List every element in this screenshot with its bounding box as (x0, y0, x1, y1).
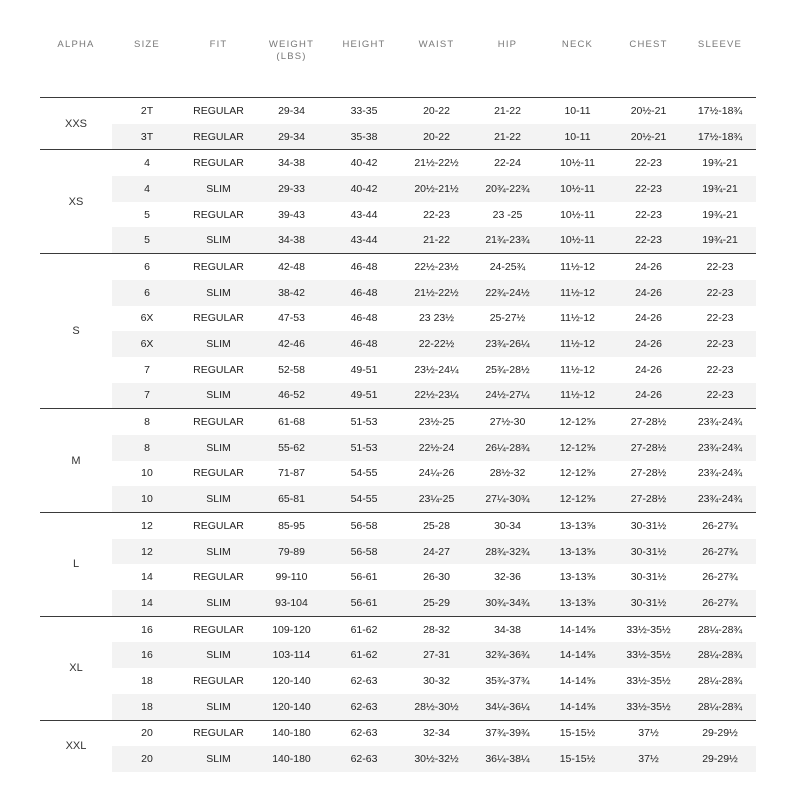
chest-cell: 24-26 (613, 383, 684, 409)
hip-cell: 28½-32 (489, 467, 526, 480)
hip-cell: 21-22 (473, 98, 542, 124)
chest-cell: 20½-21 (613, 98, 684, 124)
chest-cell: 33½-35½ (613, 616, 684, 642)
neck-cell: 10½-11 (560, 208, 595, 221)
waist-cell: 21-22 (400, 227, 473, 253)
waist-cell: 22½-23½ (400, 254, 473, 280)
neck-cell: 10½-11 (542, 150, 613, 176)
size-cell: 4 (112, 176, 182, 202)
hip-cell: 34-38 (473, 616, 542, 642)
neck-cell: 12-12⅝ (542, 486, 613, 512)
weight-cell: 46-52 (255, 383, 328, 409)
header-row (40, 35, 756, 98)
size-cell: 12 (112, 539, 182, 565)
waist-cell: 22-22½ (400, 331, 473, 357)
sleeve-cell: 26-27¾ (702, 571, 738, 584)
column-header-chest (613, 35, 684, 98)
size-cell: 18 (112, 694, 182, 720)
size-cell: 7 (112, 383, 182, 409)
height-cell: 54-55 (350, 467, 378, 480)
height-cell: 35-38 (328, 124, 400, 150)
sleeve-cell: 23¾-24¾ (684, 409, 756, 435)
height-cell: 56-61 (350, 571, 378, 584)
waist-cell: 23½-25 (400, 409, 473, 435)
column-header-label: CHEST (629, 39, 668, 50)
height-cell: 49-51 (328, 383, 400, 409)
weight-cell: 29-33 (255, 176, 328, 202)
chest-cell: 37½ (613, 720, 684, 746)
sleeve-cell: 26-27¾ (684, 539, 756, 565)
hip-cell: 27¼-30¾ (473, 486, 542, 512)
fit-cell: REGULAR (182, 150, 255, 176)
sleeve-cell: 23¾-24¾ (684, 486, 756, 512)
neck-cell: 11½-12 (542, 383, 613, 409)
sleeve-cell: 23¾-24¾ (697, 467, 743, 480)
sleeve-cell: 19¾-21 (684, 150, 756, 176)
chest-cell: 30-31½ (613, 539, 684, 565)
weight-cell: 103-114 (255, 642, 328, 668)
table-row (40, 642, 756, 668)
height-cell: 43-44 (350, 208, 378, 221)
fit-cell: SLIM (182, 435, 255, 461)
neck-cell: 14-14⅝ (542, 694, 613, 720)
chest-cell: 24-26 (635, 363, 662, 376)
waist-cell: 24¼-26 (418, 467, 455, 480)
column-header-sleeve (684, 35, 756, 98)
size-cell: 16 (112, 616, 182, 642)
neck-cell: 15-15½ (542, 720, 613, 746)
alpha-size-label: S (40, 254, 112, 409)
sleeve-cell: 28¼-28¾ (684, 642, 756, 668)
hip-cell: 25-27½ (489, 312, 526, 325)
neck-cell: 10-11 (542, 98, 613, 124)
fit-cell: REGULAR (182, 254, 255, 280)
waist-cell: 30½-32½ (400, 746, 473, 772)
hip-cell: 30-34 (473, 513, 542, 539)
column-header-waist (400, 35, 473, 98)
column-header-label: ALPHA (57, 39, 95, 50)
height-cell: 46-48 (328, 254, 400, 280)
weight-cell: 29-34 (255, 98, 328, 124)
size-cell: 6 (112, 254, 182, 280)
height-cell: 49-51 (350, 363, 378, 376)
waist-cell: 27-31 (400, 642, 473, 668)
table-row (40, 124, 756, 150)
waist-cell: 24-27 (400, 539, 473, 565)
alpha-size-label: L (40, 513, 112, 617)
fit-cell: REGULAR (182, 409, 255, 435)
chest-cell: 27-28½ (613, 435, 684, 461)
fit-cell: SLIM (182, 642, 255, 668)
table-row (40, 409, 756, 435)
neck-cell: 13-13⅝ (542, 513, 613, 539)
hip-cell: 28¾-32¾ (473, 539, 542, 565)
sleeve-cell: 22-23 (684, 383, 756, 409)
table-row (40, 435, 756, 461)
hip-cell: 30¾-34¾ (473, 590, 542, 616)
size-chart (40, 35, 756, 772)
sleeve-cell: 22-23 (684, 280, 756, 306)
size-cell: 3T (112, 124, 182, 150)
weight-cell: 93-104 (255, 590, 328, 616)
sleeve-cell: 22-23 (684, 254, 756, 280)
size-cell: 4 (112, 150, 182, 176)
alpha-size-label: XL (40, 616, 112, 720)
size-cell: 10 (112, 486, 182, 512)
table-row (40, 616, 756, 642)
sleeve-cell: 29-29½ (684, 746, 756, 772)
neck-cell: 13-13⅝ (542, 590, 613, 616)
neck-cell: 13-13⅝ (559, 571, 596, 584)
fit-cell: SLIM (182, 331, 255, 357)
size-cell: 14 (112, 590, 182, 616)
fit-cell: REGULAR (182, 616, 255, 642)
table-row (40, 98, 756, 124)
weight-cell: 42-46 (255, 331, 328, 357)
size-cell: 8 (112, 435, 182, 461)
fit-cell: SLIM (182, 539, 255, 565)
table-row (40, 306, 756, 332)
hip-cell: 24½-27¼ (473, 383, 542, 409)
neck-cell: 13-13⅝ (542, 539, 613, 565)
neck-cell: 11½-12 (542, 254, 613, 280)
table-row (40, 202, 756, 228)
hip-cell: 21¾-23¾ (473, 227, 542, 253)
neck-cell: 11½-12 (560, 363, 595, 376)
neck-cell: 11½-12 (560, 312, 595, 325)
weight-cell: 65-81 (255, 486, 328, 512)
neck-cell: 15-15½ (542, 746, 613, 772)
waist-cell: 23¼-25 (400, 486, 473, 512)
neck-cell: 11½-12 (542, 280, 613, 306)
fit-cell: REGULAR (193, 467, 244, 480)
table-row (40, 539, 756, 565)
chest-cell: 24-26 (613, 280, 684, 306)
table-row (40, 590, 756, 616)
size-cell: 20 (112, 720, 182, 746)
column-header-label: WAIST (418, 39, 455, 50)
table-row (40, 668, 756, 694)
waist-cell: 22-23 (423, 208, 450, 221)
height-cell: 46-48 (350, 312, 378, 325)
table-row (40, 694, 756, 720)
table-row (40, 227, 756, 253)
chest-cell: 22-23 (635, 208, 662, 221)
sleeve-cell: 19¾-21 (702, 208, 738, 221)
weight-cell: 79-89 (255, 539, 328, 565)
neck-cell: 10½-11 (542, 227, 613, 253)
size-cell: 8 (112, 409, 182, 435)
height-cell: 51-53 (328, 435, 400, 461)
height-cell: 40-42 (328, 150, 400, 176)
weight-cell: 120-140 (272, 674, 311, 687)
column-header-label: NECK (561, 39, 594, 50)
fit-cell: REGULAR (182, 98, 255, 124)
chest-cell: 27-28½ (613, 486, 684, 512)
sleeve-cell: 26-27¾ (684, 590, 756, 616)
hip-cell: 32¾-36¾ (473, 642, 542, 668)
hip-cell: 22¾-24½ (473, 280, 542, 306)
column-header-label: FIT (209, 39, 228, 50)
hip-cell: 22-24 (473, 150, 542, 176)
hip-cell: 32-36 (494, 571, 521, 584)
sleeve-cell: 28¼-28¾ (684, 694, 756, 720)
waist-cell: 23 23½ (418, 312, 455, 325)
weight-cell: 109-120 (255, 616, 328, 642)
size-cell: 16 (112, 642, 182, 668)
weight-cell: 85-95 (255, 513, 328, 539)
weight-cell: 42-48 (255, 254, 328, 280)
hip-cell: 25¾-28½ (485, 363, 530, 376)
fit-cell: SLIM (182, 694, 255, 720)
height-cell: 40-42 (328, 176, 400, 202)
neck-cell: 12-12⅝ (542, 435, 613, 461)
neck-cell: 12-12⅝ (542, 409, 613, 435)
chest-cell: 30-31½ (613, 590, 684, 616)
fit-cell: REGULAR (193, 674, 244, 687)
height-cell: 51-53 (328, 409, 400, 435)
column-header-height (328, 35, 400, 98)
chest-cell: 33½-35½ (626, 674, 671, 687)
sleeve-cell: 22-23 (684, 331, 756, 357)
sleeve-cell: 23¾-24¾ (684, 435, 756, 461)
sleeve-cell: 28¼-28¾ (697, 674, 743, 687)
height-cell: 54-55 (328, 486, 400, 512)
fit-cell: REGULAR (193, 312, 244, 325)
height-cell: 61-62 (328, 616, 400, 642)
chest-cell: 22-23 (613, 150, 684, 176)
height-cell: 61-62 (328, 642, 400, 668)
waist-cell: 22½-23¼ (400, 383, 473, 409)
hip-cell: 26¼-28¾ (473, 435, 542, 461)
height-cell: 62-63 (328, 694, 400, 720)
waist-cell: 22½-24 (400, 435, 473, 461)
chest-cell: 24-26 (613, 254, 684, 280)
weight-cell: 52-58 (278, 363, 305, 376)
table-row (40, 383, 756, 409)
hip-cell: 37¾-39¾ (473, 720, 542, 746)
size-cell: 6 (112, 280, 182, 306)
weight-cell: 47-53 (278, 312, 305, 325)
chest-cell: 27-28½ (630, 467, 667, 480)
hip-cell: 21-22 (473, 124, 542, 150)
weight-cell: 29-34 (255, 124, 328, 150)
column-header-label: HEIGHT (342, 39, 386, 50)
table-row (40, 720, 756, 746)
column-header-neck (542, 35, 613, 98)
chest-cell: 24-26 (635, 312, 662, 325)
height-cell: 56-58 (328, 513, 400, 539)
column-header-label: SIZE (134, 39, 160, 50)
size-cell: 2T (112, 98, 182, 124)
alpha-size-label: M (40, 409, 112, 513)
sleeve-cell: 26-27¾ (684, 513, 756, 539)
table-row (40, 486, 756, 512)
size-cell: 5 (112, 227, 182, 253)
table-row (40, 150, 756, 176)
chest-cell: 30-31½ (613, 513, 684, 539)
waist-cell: 25-28 (400, 513, 473, 539)
weight-cell: 55-62 (255, 435, 328, 461)
height-cell: 46-48 (328, 331, 400, 357)
column-header-alpha (40, 35, 112, 98)
sleeve-cell: 28¼-28¾ (684, 616, 756, 642)
fit-cell: SLIM (182, 227, 255, 253)
height-cell: 62-63 (350, 674, 378, 687)
size-table (40, 35, 756, 772)
weight-cell: 140-180 (255, 746, 328, 772)
height-cell: 62-63 (328, 746, 400, 772)
neck-cell: 14-14⅝ (542, 642, 613, 668)
column-header-label: HIP (497, 39, 518, 50)
column-header-label: WEIGHT (268, 39, 315, 50)
neck-cell: 10-11 (542, 124, 613, 150)
neck-cell: 14-14⅝ (559, 674, 596, 687)
sleeve-cell: 29-29½ (684, 720, 756, 746)
fit-cell: REGULAR (182, 124, 255, 150)
chest-cell: 24-26 (613, 331, 684, 357)
sleeve-cell: 19¾-21 (684, 227, 756, 253)
fit-cell: REGULAR (193, 571, 244, 584)
height-cell: 33-35 (328, 98, 400, 124)
weight-cell: 120-140 (255, 694, 328, 720)
weight-cell: 39-43 (278, 208, 305, 221)
waist-cell: 25-29 (400, 590, 473, 616)
table-row (40, 746, 756, 772)
weight-cell: 140-180 (255, 720, 328, 746)
table-row (40, 564, 756, 590)
sleeve-cell: 17½-18¾ (684, 98, 756, 124)
size-cell: 7 (144, 363, 150, 376)
height-cell: 62-63 (328, 720, 400, 746)
fit-cell: REGULAR (193, 363, 244, 376)
neck-cell: 12-12⅝ (559, 467, 596, 480)
waist-cell: 28½-30½ (400, 694, 473, 720)
table-row (40, 254, 756, 280)
chest-cell: 33½-35½ (613, 642, 684, 668)
height-cell: 43-44 (328, 227, 400, 253)
hip-cell: 34¼-36¼ (473, 694, 542, 720)
table-row (40, 176, 756, 202)
chest-cell: 22-23 (613, 176, 684, 202)
table-row (40, 357, 756, 383)
waist-cell: 20-22 (400, 124, 473, 150)
chest-cell: 20½-21 (613, 124, 684, 150)
size-cell: 6X (140, 312, 154, 325)
waist-cell: 21½-22½ (400, 280, 473, 306)
waist-cell: 32-34 (400, 720, 473, 746)
hip-cell: 27½-30 (473, 409, 542, 435)
waist-cell: 20½-21½ (400, 176, 473, 202)
table-row (40, 461, 756, 487)
fit-cell: REGULAR (193, 208, 244, 221)
size-cell: 18 (141, 674, 153, 687)
table-row (40, 280, 756, 306)
waist-cell: 23½-24¼ (414, 363, 459, 376)
chest-cell: 33½-35½ (613, 694, 684, 720)
hip-cell: 36¼-38¼ (473, 746, 542, 772)
chest-cell: 22-23 (613, 227, 684, 253)
sleeve-cell: 22-23 (706, 363, 734, 376)
waist-cell: 28-32 (400, 616, 473, 642)
fit-cell: SLIM (182, 486, 255, 512)
size-cell: 5 (144, 208, 150, 221)
weight-cell: 38-42 (255, 280, 328, 306)
sleeve-cell: 22-23 (706, 312, 734, 325)
alpha-size-label: XXS (40, 98, 112, 150)
weight-cell: 71-87 (278, 467, 305, 480)
table-body (40, 98, 756, 772)
hip-cell: 23¾-26¼ (473, 331, 542, 357)
column-header-size (112, 35, 182, 98)
waist-cell: 30-32 (423, 674, 450, 687)
chest-cell: 27-28½ (613, 409, 684, 435)
alpha-size-label: XXL (40, 720, 112, 772)
fit-cell: SLIM (182, 590, 255, 616)
size-cell: 6X (112, 331, 182, 357)
height-cell: 56-58 (328, 539, 400, 565)
fit-cell: SLIM (182, 176, 255, 202)
alpha-size-label: XS (40, 150, 112, 254)
column-header-weight (255, 35, 328, 98)
weight-cell: 61-68 (255, 409, 328, 435)
column-header-hip (473, 35, 542, 98)
column-header-fit (182, 35, 255, 98)
fit-cell: REGULAR (182, 720, 255, 746)
chest-cell: 30-31½ (630, 571, 667, 584)
hip-cell: 35¾-37¾ (485, 674, 530, 687)
size-cell: 20 (112, 746, 182, 772)
fit-cell: SLIM (182, 280, 255, 306)
weight-cell: 34-38 (255, 150, 328, 176)
hip-cell: 20¾-22¾ (473, 176, 542, 202)
height-cell: 56-61 (328, 590, 400, 616)
waist-cell: 26-30 (423, 571, 450, 584)
sleeve-cell: 19¾-21 (684, 176, 756, 202)
height-cell: 46-48 (328, 280, 400, 306)
size-cell: 10 (141, 467, 153, 480)
weight-cell: 34-38 (255, 227, 328, 253)
column-header-label: SLEEVE (697, 39, 743, 50)
table-row (40, 513, 756, 539)
neck-cell: 10½-11 (542, 176, 613, 202)
fit-cell: REGULAR (182, 513, 255, 539)
chest-cell: 37½ (613, 746, 684, 772)
hip-cell: 23 -25 (492, 208, 523, 221)
weight-cell: 99-110 (275, 571, 308, 584)
column-header-unit: (LBS) (276, 51, 307, 62)
hip-cell: 24-25¾ (473, 254, 542, 280)
sleeve-cell: 17½-18¾ (684, 124, 756, 150)
size-cell: 12 (112, 513, 182, 539)
neck-cell: 14-14⅝ (542, 616, 613, 642)
waist-cell: 21½-22½ (400, 150, 473, 176)
neck-cell: 11½-12 (542, 331, 613, 357)
fit-cell: SLIM (182, 383, 255, 409)
size-cell: 14 (141, 571, 153, 584)
waist-cell: 20-22 (400, 98, 473, 124)
table-row (40, 331, 756, 357)
fit-cell: SLIM (182, 746, 255, 772)
